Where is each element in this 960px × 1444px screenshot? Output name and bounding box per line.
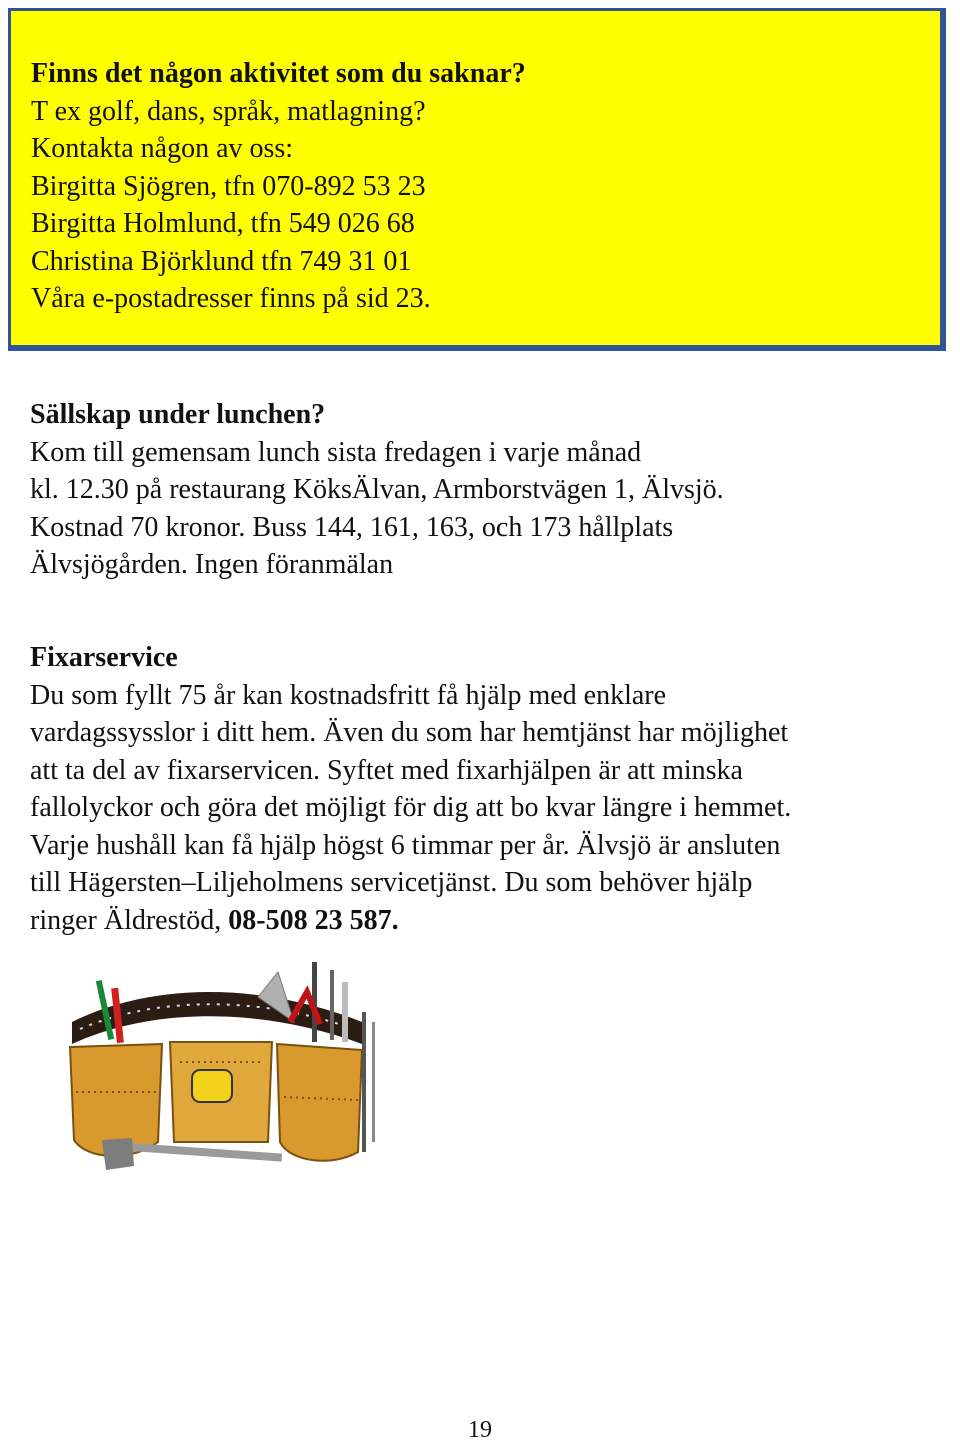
fixarservice-line: till Hägersten–Liljeholmens servicetjänst. Du som behöver hjälp <box>30 867 753 898</box>
contact-christina-bjorklund: Christina Björklund tfn 749 31 01 <box>31 245 412 277</box>
lunch-line: Kostnad 70 kronor. Buss 144, 161, 163, och 173 hållplats <box>30 511 674 543</box>
lunch-section <box>30 396 724 584</box>
fixarservice-last-line <box>30 902 791 940</box>
fixarservice-line: fallolyckor och göra det möjligt för dig att bo kvar längre i hemmet. <box>30 792 792 823</box>
fixarservice-line: att ta del av fixarservicen. Syftet med fixarhjälpen är att minska <box>30 754 743 786</box>
fixarservice-line: Varje hushåll kan få hjälp högst 6 timmar per år. Älvsjö är ansluten <box>30 829 781 861</box>
lunch-line: kl. 12.30 på restaurang KöksÄlvan, Armborstvägen 1, Älvsjö. <box>30 474 724 505</box>
info-box-line: Våra e-postadresser finns på sid 23. <box>31 283 431 314</box>
tool-belt-icon <box>62 952 392 1187</box>
fixarservice-heading: Fixarservice <box>30 642 178 673</box>
contact-birgitta-sjogren: Birgitta Sjögren, tfn 070-892 53 23 <box>31 170 426 202</box>
lunch-line: Kom till gemensam lunch sista fredagen i varje månad <box>30 436 642 468</box>
info-box <box>8 8 946 351</box>
lunch-line: Älvsjögården. Ingen föranmälan <box>30 549 394 580</box>
aldrestod-phone: 08-508 23 587. <box>228 904 399 936</box>
info-box-line: Kontakta någon av oss: <box>31 133 294 164</box>
page-number: 19 <box>468 1417 492 1443</box>
info-box-title: Finns det någon aktivitet som du saknar? <box>31 58 526 89</box>
fixarservice-section <box>30 639 791 939</box>
fixarservice-line: vardagssysslor i ditt hem. Även du som har hemtjänst har möjlighet <box>30 717 789 748</box>
fixarservice-last-line-text: ringer Äldrestöd, <box>30 904 229 936</box>
contact-birgitta-holmlund: Birgitta Holmlund, tfn 549 026 68 <box>31 208 415 239</box>
fixarservice-line: Du som fyllt 75 år kan kostnadsfritt få hjälp med enklare <box>30 679 667 711</box>
lunch-heading: Sällskap under lunchen? <box>30 399 326 430</box>
info-box-text <box>31 55 526 318</box>
info-box-line: T ex golf, dans, språk, matlagning? <box>31 95 426 127</box>
